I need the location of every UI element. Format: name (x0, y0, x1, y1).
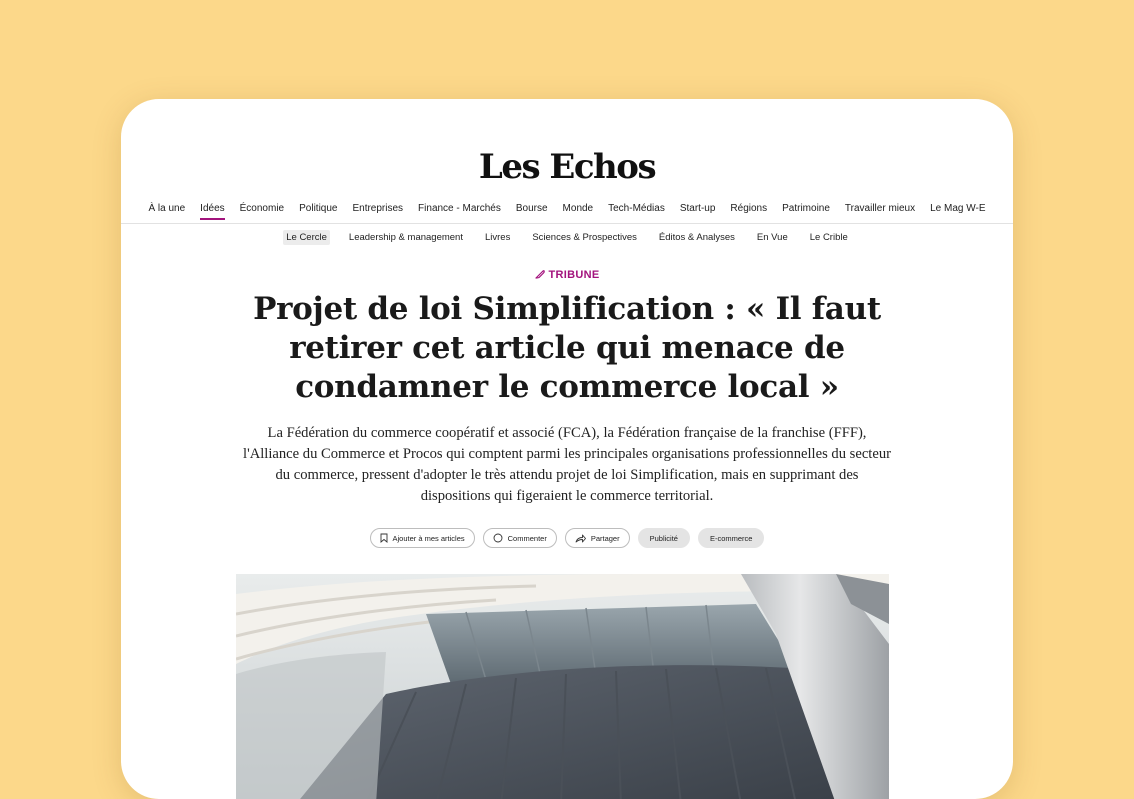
share-button[interactable] (565, 528, 630, 548)
subnav-item-livres[interactable]: Livres (484, 232, 511, 243)
subnav-item-sciences[interactable]: Sciences & Prospectives (532, 232, 637, 243)
save-article-button[interactable] (370, 528, 475, 548)
nav-item-economie[interactable]: Économie (239, 203, 285, 214)
article-actions (121, 528, 1013, 548)
nav-item-idees[interactable]: Idées (200, 203, 224, 217)
nav-item-tech-medias[interactable]: Tech-Médias (608, 203, 665, 214)
article-tag-label: TRIBUNE (548, 269, 600, 281)
sub-nav (121, 230, 1013, 245)
topic-tag-ecommerce[interactable]: E-commerce (698, 528, 765, 548)
nav-item-travailler-mieux[interactable]: Travailler mieux (844, 203, 916, 214)
comment-button[interactable] (483, 528, 557, 548)
subnav-item-editos[interactable]: Éditos & Analyses (658, 232, 735, 243)
article-tag[interactable] (121, 269, 1013, 281)
share-icon (575, 534, 586, 543)
feather-icon (535, 269, 545, 281)
article-lead: La Fédération du commerce coopératif et associé (FCA), la Fédération française de la franchise (FFF), l'Alliance du Commerce et Procos qui comptent parmi les principales organisations professionnelles du secteur du commerce, pressent d'adopter le très attendu projet de loi Simplification, mais en supprimant des dispositions qui figeraient le commerce territorial. (243, 425, 891, 504)
nav-item-finance-marches[interactable]: Finance - Marchés (418, 203, 501, 214)
nav-item-bourse[interactable]: Bourse (515, 203, 548, 214)
nav-item-a-la-une[interactable]: À la une (148, 203, 186, 214)
comment-icon (493, 533, 503, 543)
share-label: Partager (590, 533, 620, 543)
subnav-item-en-vue[interactable]: En Vue (756, 232, 788, 243)
subnav-item-le-crible[interactable]: Le Crible (809, 232, 848, 243)
article-title: Projet de loi Simplification : « Il faut retirer cet article qui menace de condamner le commerce local » (253, 291, 881, 405)
save-article-label: Ajouter à mes articles (392, 533, 465, 543)
nav-item-monde[interactable]: Monde (562, 203, 594, 214)
nav-item-entreprises[interactable]: Entreprises (352, 203, 404, 214)
nav-item-politique[interactable]: Politique (299, 203, 338, 214)
main-nav (121, 203, 1013, 217)
nav-divider (121, 223, 1013, 224)
nav-item-regions[interactable]: Régions (730, 203, 768, 214)
bookmark-icon (380, 533, 388, 543)
article-hero-image (236, 574, 889, 799)
comment-label: Commenter (507, 533, 547, 543)
nav-item-patrimoine[interactable]: Patrimoine (782, 203, 830, 214)
topic-tag-publicite[interactable]: Publicité (638, 528, 690, 548)
nav-item-le-mag-we[interactable]: Le Mag W-E (930, 203, 986, 214)
subnav-item-le-cercle[interactable]: Le Cercle (283, 230, 330, 245)
subnav-item-leadership[interactable]: Leadership & management (348, 232, 463, 243)
nav-item-start-up[interactable]: Start-up (679, 203, 716, 214)
browser-frame (121, 99, 1013, 799)
site-logo[interactable]: Les Echos (478, 147, 656, 187)
